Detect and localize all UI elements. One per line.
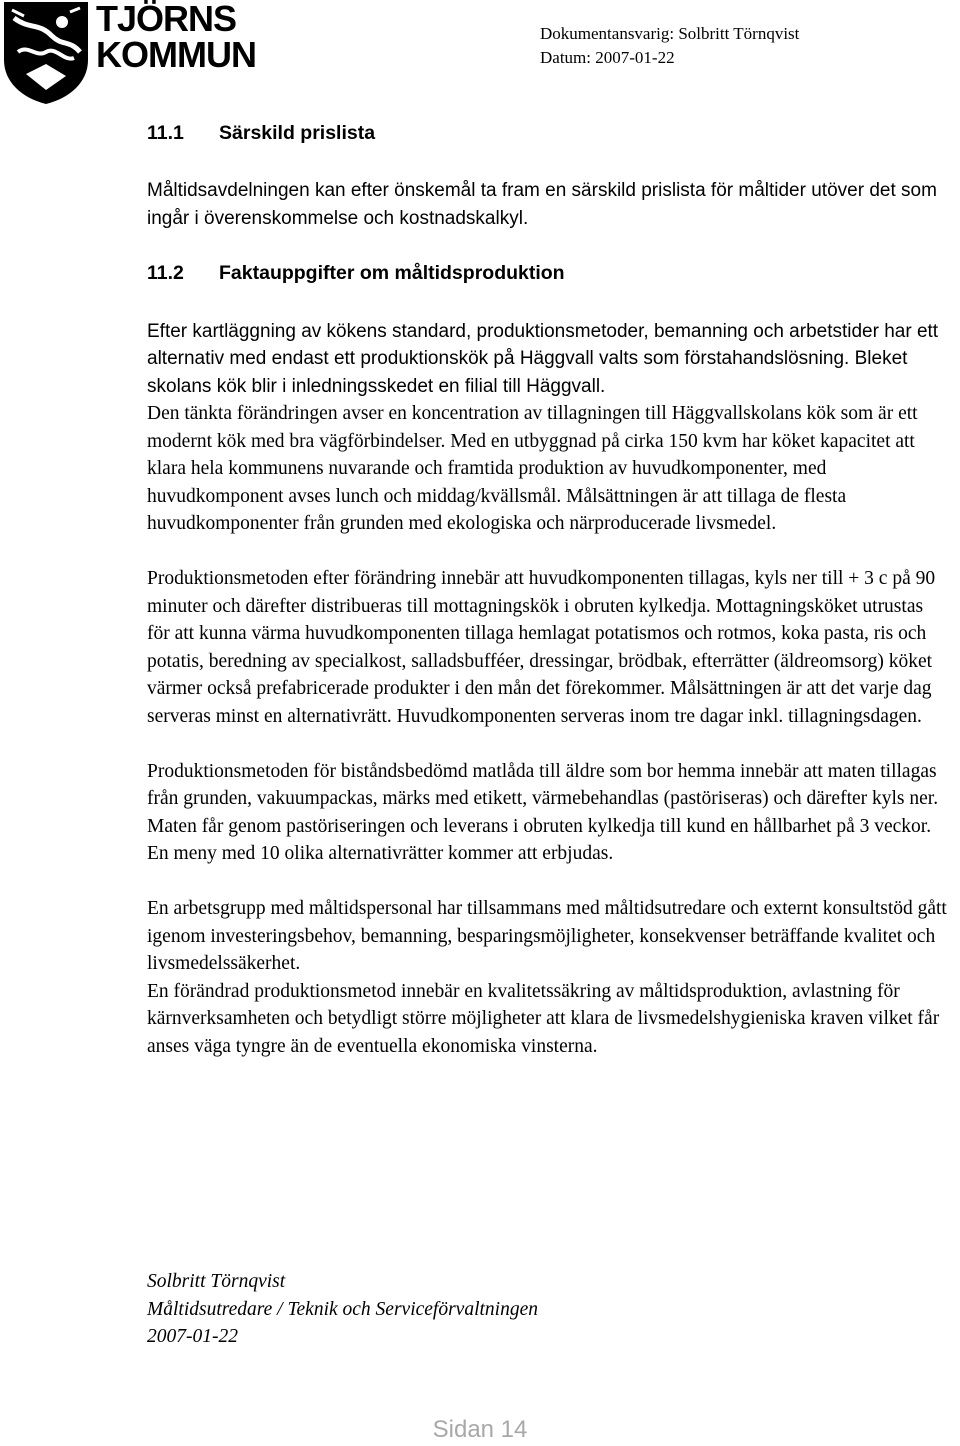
document-body [147, 104, 947, 1060]
section-title: Särskild prislista [219, 121, 376, 144]
paragraph: Efter kartläggning av kökens standard, produktionsmetoder, bemanning och arbetstider har ett alternativ med endast ett produktionskök på Häggvall valts som förstahandslösning. Bleket skolans kök blir i inledningsskedet en filial till Häggvall. [147, 320, 939, 397]
section-number: 11.2 [147, 262, 184, 284]
logo-line-1: TJÖRNS [96, 0, 237, 39]
coat-of-arms-icon [0, 0, 92, 104]
section-title: Faktauppgifter om måltidsproduktion [219, 262, 565, 284]
tjorns-kommun-logo [0, 0, 290, 104]
paragraph: Produktionsmetoden för biståndsbedömd matlåda till äldre som bor hemma innebär att maten tillagas från grunden, vakuumpackas, märks med etikett, värmebehandlas (pastöriseras) och därefter kyls ner. Maten får genom pastöriseringen och leverans i obruten kylkedja till kund en hållbarhet på 3 veckor. [147, 760, 939, 837]
document-meta [540, 22, 799, 70]
document-owner: Dokumentansvarig: Solbritt Törnqvist [540, 24, 800, 43]
document-date: Datum: 2007-01-22 [540, 48, 675, 67]
signature-name: Solbritt Törnqvist [147, 1271, 286, 1292]
page-number: Sidan 14 [432, 1416, 528, 1443]
signature-block [147, 1268, 538, 1351]
signature-date: 2007-01-22 [147, 1326, 238, 1347]
section-heading-11-1 [147, 120, 947, 148]
paragraph: Den tänkta förändringen avser en koncentration av tillagningen till Häggvallskolans kök som är ett modernt kök med bra vägförbindelser. Med en utbyggnad på cirka 150 kvm har köket kapacitet att klara hela kommunens nuvarande och framtida produktion av huvudkomponenter, med huvudkomponent avses lunch och middag/kvällsmål. Målsättningen är att tillaga de flesta huvudkomponenter från grunden med ekologiska och närproducerade livsmedel. [147, 403, 918, 534]
paragraph: En arbetsgrupp med måltidspersonal har tillsammans med måltidsutredare och externt konsultstöd gått igenom investeringsbehov, bemanning, besparingsmöjligheter, konsekvenser beträffande kvalitet och livsmedelssäkerhet. [147, 898, 947, 974]
section-heading-11-2 [147, 260, 947, 288]
paragraph: En meny med 10 olika alternativrätter kommer att erbjudas. [147, 843, 614, 864]
paragraph: Produktionsmetoden efter förändring innebär att huvudkomponenten tillagas, kyls ner till + 3 c på 90 minuter och därefter distribueras till mottagningskök i obruten kylkedja. Mottagningsköket utrustas för att kunna värma huvudkomponenten tillaga hemlagat potatismos och rotmos, koka pasta, ris och potatis, beredning av specialkost, salladsbufféer, dressingar, brödbak, efterrätter (äldreomsorg) köket värmer också prefabricerade produkter i den mån det förekommer. Målsättningen är att det varje dag serveras minst en alternativrätt. Huvudkomponenten serveras inom tre dagar inkl. tillagningsdagen. [147, 568, 936, 727]
page-header [0, 0, 960, 110]
signature-title: Måltidsutredare / Teknik och Serviceförvaltningen [147, 1298, 538, 1320]
paragraph: En förändrad produktionsmetod innebär en kvalitetssäkring av måltidsproduktion, avlastning för kärnverksamheten och betydligt större möjligheter att klara de livsmedelshygieniska kraven vilket får anses väga tyngre än de eventuella ekonomiska vinsterna. [147, 980, 940, 1057]
paragraph: Måltidsavdelningen kan efter önskemål ta fram en särskild prislista för måltider utöver det som ingår i överenskommelse och kostnadskalkyl. [147, 180, 937, 229]
logo-line-2: KOMMUN [96, 34, 256, 75]
section-number: 11.1 [147, 121, 184, 144]
